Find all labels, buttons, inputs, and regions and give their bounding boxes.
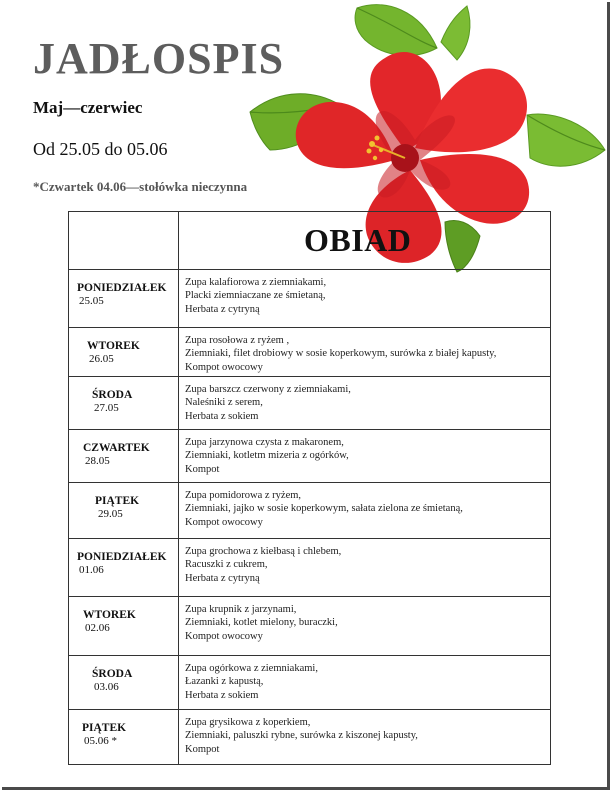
day-name: WTOREK — [87, 340, 140, 352]
meal-line: Ziemniaki, kotlet mielony, buraczki, — [185, 617, 338, 629]
meal-line: Zupa kalafiorowa z ziemniakami, — [185, 277, 327, 288]
day-name: ŚRODA — [92, 668, 133, 680]
header-blank-cell — [69, 212, 179, 270]
meal-line: Herbata z sokiem — [185, 410, 259, 422]
day-cell — [69, 328, 179, 377]
day-name: PIĄTEK — [82, 722, 127, 734]
closure-note: *Czwartek 04.06—stołówka nieczynna — [33, 179, 248, 194]
day-cell — [69, 377, 179, 430]
menu-table — [68, 211, 551, 765]
table-row — [69, 656, 551, 710]
day-date: 05.06 * — [84, 735, 117, 747]
meal-cell — [179, 328, 551, 377]
day-cell — [69, 270, 179, 328]
day-name: ŚRODA — [92, 389, 133, 401]
meal-cell — [179, 656, 551, 710]
day-name: PIĄTEK — [95, 495, 140, 507]
meal-line: Ziemniaki, filet drobiowy w sosie koperkowym, surówka z białej kapusty, — [185, 348, 497, 360]
obiad-heading: OBIAD — [304, 222, 412, 258]
meal-line: Zupa ogórkowa z ziemniakami, — [185, 663, 318, 674]
day-date: 01.06 — [79, 564, 104, 576]
meal-line: Kompot owocowy — [185, 630, 263, 642]
day-date: 26.05 — [89, 353, 114, 365]
table-row — [69, 483, 551, 539]
day-cell — [69, 539, 179, 597]
table-row — [69, 430, 551, 483]
meal-line: Placki ziemniaczane ze śmietaną, — [185, 290, 326, 302]
meal-line: Zupa grochowa z kiełbasą i chlebem, — [185, 546, 342, 557]
day-name: WTOREK — [83, 609, 136, 621]
table-row — [69, 328, 551, 377]
day-date: 02.06 — [85, 622, 110, 634]
day-cell — [69, 710, 179, 765]
table-header-row — [69, 212, 551, 270]
day-date: 29.05 — [98, 508, 123, 520]
meal-line: Kompot owocowy — [185, 361, 263, 373]
meal-line: Ziemniaki, jajko w sosie koperkowym, sałata zielona ze śmietaną, — [185, 503, 463, 515]
table-row — [69, 377, 551, 430]
meal-line: Ziemniaki, kotletm mizeria z ogórków, — [185, 450, 349, 462]
day-name: CZWARTEK — [83, 442, 150, 454]
date-range: Od 25.05 do 05.06 — [33, 139, 168, 159]
day-date: 25.05 — [79, 295, 104, 307]
table-row — [69, 710, 551, 765]
table-row — [69, 597, 551, 656]
day-name: PONIEDZIAŁEK — [77, 551, 167, 563]
meal-line: Herbata z cytryną — [185, 303, 260, 315]
subtitle: Maj—czerwiec — [33, 98, 143, 117]
meal-line: Naleśniki z serem, — [185, 397, 263, 409]
day-date: 03.06 — [94, 681, 119, 693]
meal-line: Ziemniaki, paluszki rybne, surówka z kiszonej kapusty, — [185, 730, 418, 742]
meal-line: Kompot owocowy — [185, 516, 263, 528]
meal-cell — [179, 377, 551, 430]
meal-cell — [179, 710, 551, 765]
meal-line: Łazanki z kapustą, — [185, 676, 264, 688]
day-cell — [69, 597, 179, 656]
page-title: JADŁOSPIS — [33, 34, 285, 83]
meal-cell — [179, 270, 551, 328]
meal-cell — [179, 483, 551, 539]
meal-cell — [179, 597, 551, 656]
day-date: 27.05 — [94, 402, 119, 414]
meal-cell — [179, 430, 551, 483]
meal-line: Racuszki z cukrem, — [185, 559, 268, 571]
day-cell — [69, 656, 179, 710]
day-cell — [69, 483, 179, 539]
header-obiad-cell — [179, 212, 551, 270]
day-name: PONIEDZIAŁEK — [77, 282, 167, 294]
meal-line: Zupa grysikowa z koperkiem, — [185, 717, 311, 728]
meal-line: Zupa rosołowa z ryżem , — [185, 335, 290, 346]
meal-cell — [179, 539, 551, 597]
meal-line: Zupa barszcz czerwony z ziemniakami, — [185, 384, 351, 395]
meal-line: Kompot — [185, 463, 220, 475]
meal-line: Herbata z cytryną — [185, 572, 260, 584]
day-cell — [69, 430, 179, 483]
table-row — [69, 270, 551, 328]
meal-line: Zupa krupnik z jarzynami, — [185, 604, 297, 615]
day-date: 28.05 — [85, 455, 110, 467]
meal-line: Zupa jarzynowa czysta z makaronem, — [185, 437, 344, 448]
meal-line: Kompot — [185, 743, 220, 755]
meal-line: Zupa pomidorowa z ryżem, — [185, 490, 302, 501]
meal-line: Herbata z sokiem — [185, 689, 259, 701]
table-row — [69, 539, 551, 597]
